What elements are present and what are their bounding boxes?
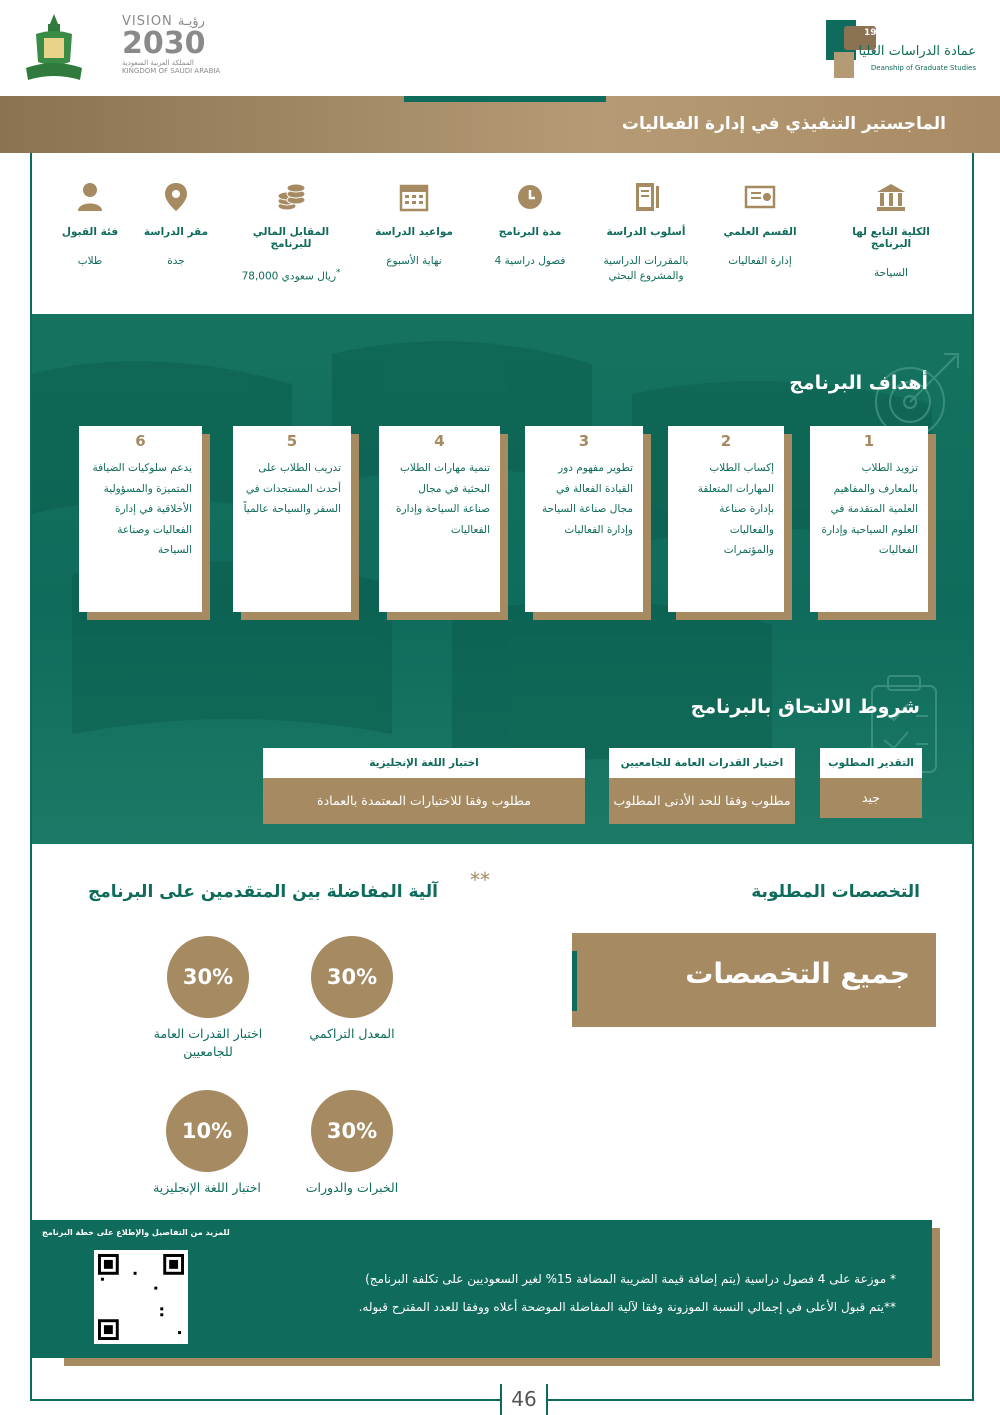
- preference-label: اختبار القدرات العامة للجامعيين: [153, 1026, 263, 1059]
- goal-card-body: [379, 426, 500, 612]
- preference-percent: 10%: [166, 1090, 248, 1172]
- info-label: مقر الدراسة: [143, 226, 209, 238]
- goal-card-body: [79, 426, 202, 612]
- preference-label: اختبار اللغة الإنجليزية: [153, 1180, 261, 1195]
- info-item: [700, 180, 820, 269]
- specializations-title: التخصصات المطلوبة: [751, 882, 920, 902]
- info-label: المقابل المالي للبرنامج: [252, 226, 330, 250]
- preference-percent: 30%: [167, 936, 249, 1018]
- goal-number: 1: [863, 432, 875, 450]
- info-label: مواعيد الدراسة: [375, 226, 453, 238]
- goal-text: يدعم سلوكيات الضيافة المتميزة والمسؤولية الأخلاقية في إدارة الفعاليات وصناعة السياحة: [92, 462, 192, 556]
- info-value: طلاب: [77, 255, 103, 267]
- info-label: القسم العلمي: [723, 226, 797, 238]
- vision-2030-logo: VISION رؤيـة 2030 المملكة العربية السعودية KINGDOM OF SAUDI ARABIA: [122, 14, 221, 75]
- location-pin-icon: [159, 180, 193, 214]
- goal-card-body: [668, 426, 784, 612]
- goal-text: إكساب الطلاب المهارات المتعلقة بإدارة صناعة والفعاليات والمؤتمرات: [697, 462, 774, 556]
- info-value: 78,000 ريال سعودي*: [241, 268, 341, 283]
- admission-header: اختيار القدرات العامة للجامعيين: [609, 748, 795, 778]
- footnote-2: **يتم قبول الأعلى في إجمالي النسبة الموزونة وفقا لآلية المفاضلة الموضحة أعلاه ووفقا للعدد المقترح قبوله.: [358, 1300, 896, 1314]
- institution-icon: [874, 180, 908, 214]
- person-icon: [73, 180, 107, 214]
- goal-card: [668, 426, 784, 612]
- goal-card: [379, 426, 500, 612]
- info-item: [30, 180, 150, 269]
- admission-value: جيد: [820, 778, 922, 818]
- admission-header: التقدير المطلوب: [820, 748, 922, 778]
- info-value: السياحة: [874, 267, 908, 279]
- info-item: [470, 180, 590, 269]
- goal-text: تنمية مهارات الطلاب البحثية في مجال صناعة السياحة وإدارة الفعاليات: [396, 462, 490, 536]
- goal-card-body: [810, 426, 928, 612]
- admission-value: مطلوب وفقا للاختبارات المعتمدة بالعمادة: [263, 778, 585, 824]
- certificate-icon: [743, 180, 777, 214]
- program-title: الماجستير التنفيذي في إدارة الفعاليات: [621, 114, 946, 134]
- calendar-icon: [397, 180, 431, 214]
- preference-title: آلية المفاضلة بين المتقدمين على البرنامج: [88, 882, 438, 902]
- book-icon: [629, 180, 663, 214]
- goal-number: 2: [720, 432, 732, 450]
- kau-logo: [22, 10, 86, 86]
- info-item: [231, 180, 351, 285]
- footer-notes: [32, 1220, 932, 1358]
- goal-card: [79, 426, 202, 612]
- goal-card: [810, 426, 928, 612]
- info-label: الكلية التابع لها البرنامج: [852, 226, 930, 250]
- goal-number: 6: [135, 432, 146, 450]
- info-label: فئة القبول: [61, 226, 119, 238]
- footnote-mark: *: [336, 268, 341, 278]
- info-value: جدة: [167, 255, 185, 267]
- goal-text: تطوير مفهوم دور القيادة الفعالة في مجال صناعة السياحة وإدارة الفعاليات: [541, 462, 633, 536]
- goal-card: [525, 426, 643, 612]
- goal-card: [233, 426, 351, 612]
- admission-column: [263, 748, 585, 824]
- preference-mark: **: [470, 868, 490, 892]
- admission-column: [609, 748, 795, 824]
- info-label: أسلوب الدراسة: [606, 226, 686, 238]
- info-value: 4 فصول دراسية: [494, 255, 566, 267]
- specializations-box: [572, 933, 936, 1027]
- page-number: 46: [500, 1384, 548, 1415]
- preference-percent: 30%: [311, 936, 393, 1018]
- title-band: [0, 96, 1000, 153]
- footnote-1: * موزعة على 4 فصول دراسية (يتم إضافة قيمة الضريبة المضافة 15% لغير السعوديين على تكلفة البرنامج): [365, 1272, 896, 1286]
- accent-bar: [572, 951, 577, 1011]
- qr-code[interactable]: [94, 1250, 188, 1344]
- preference-label: المعدل التراكمي: [309, 1026, 395, 1041]
- admission-column: [820, 748, 922, 818]
- admission-title: شروط الالتحاق بالبرنامج: [690, 696, 920, 718]
- preference-label: الخبرات والدورات: [305, 1180, 399, 1195]
- info-value: نهاية الأسبوع: [386, 255, 442, 267]
- goal-number: 3: [578, 432, 590, 450]
- goal-card-body: [525, 426, 643, 612]
- admission-header: اختبار اللغة الإنجليزية: [263, 748, 585, 778]
- title-tab-accent: [404, 96, 606, 102]
- info-item: [831, 180, 951, 281]
- info-item: [354, 180, 474, 269]
- more-info-text: للمزيد من التفاصيل والإطلاع على خطة البرنامج: [42, 1228, 230, 1237]
- admission-value: مطلوب وفقا للحد الأدنى المطلوب: [609, 778, 795, 824]
- info-value: إدارة الفعاليات: [728, 255, 792, 267]
- header: [0, 0, 1000, 96]
- goals-title: أهداف البرنامج: [789, 372, 928, 394]
- info-value: بالمقررات الدراسية والمشروع البحثي: [603, 255, 689, 282]
- goal-number: 5: [286, 432, 298, 450]
- coins-icon: [274, 180, 308, 214]
- info-item: [586, 180, 706, 284]
- clock-icon: [513, 180, 547, 214]
- specializations-value: جميع التخصصات: [685, 957, 910, 990]
- preference-percent: 30%: [311, 1090, 393, 1172]
- goal-card-body: [233, 426, 351, 612]
- goal-text: تزويد الطلاب بالمعارف والمفاهيم العلمية المتقدمة في العلوم السياحية وإدارة الفعاليات: [821, 462, 918, 556]
- goal-number: 4: [434, 432, 445, 450]
- goal-text: تدريب الطلاب على أحدث المستجدات في السفر والسياحة عالمياً: [243, 462, 341, 515]
- info-label: مدة البرنامج: [498, 226, 562, 238]
- deanship-logo: 1976 عمادة الدراسات العليا Deanship of Graduate Studies: [824, 18, 976, 82]
